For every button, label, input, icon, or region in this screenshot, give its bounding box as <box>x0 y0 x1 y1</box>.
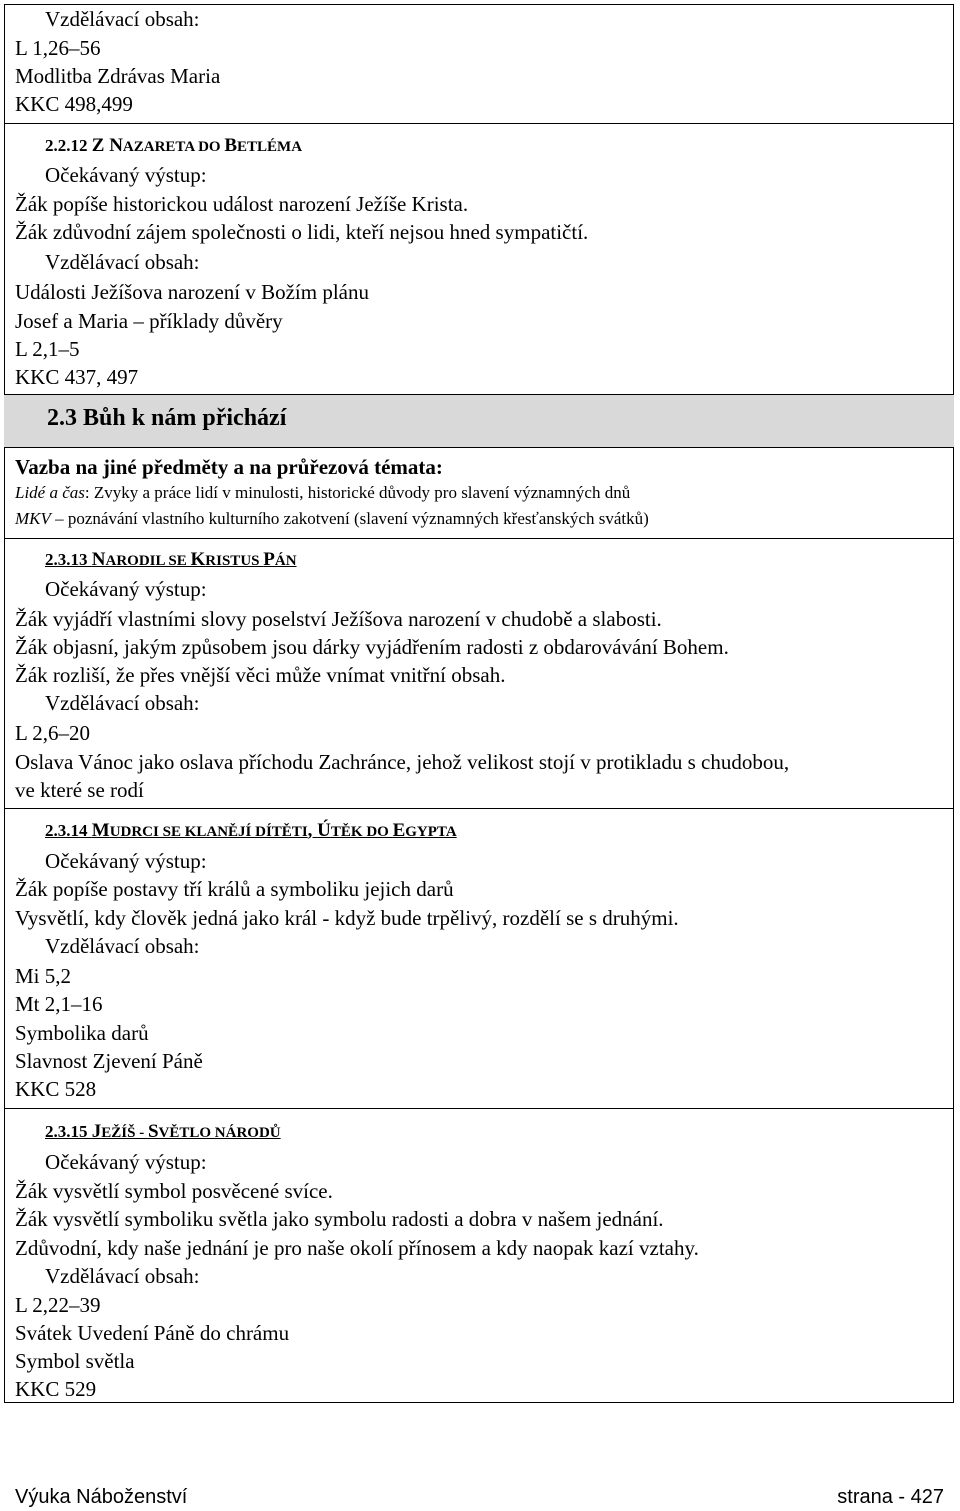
ocekavany-item: Žák vysvětlí symbol posvěcené svíce. <box>15 1179 333 1203</box>
ocekavany-item: Žák popíše historickou událost narození Ježíše Krista. <box>15 192 469 216</box>
vazba-item: MKV – poznávání vlastního kulturního zakotvení (slavení významných křesťanských svátků) <box>15 509 649 528</box>
ocekavany-label: Očekávaný výstup: <box>45 577 207 601</box>
section-number: 2.3.15 <box>45 1122 88 1141</box>
obsah-item: Modlitba Zdrávas Maria <box>15 64 221 88</box>
section-heading-2-3-15: 2.3.15 JEŽÍŠ - SVĚTLO NÁRODŮ <box>45 1121 281 1142</box>
ocekavany-item: Žák zdůvodní zájem společnosti o lidi, kteří nejsou hned sympatičtí. <box>15 220 589 244</box>
ocekavany-item: Žák vyjádří vlastními slovy poselství Ježíšova narození v chudobě a slabosti. <box>15 607 662 631</box>
obsah-item: KKC 529 <box>15 1377 97 1401</box>
divider <box>4 538 954 539</box>
obsah-item: Mi 5,2 <box>15 964 72 988</box>
obsah-label: Vzdělávací obsah: <box>45 7 200 31</box>
obsah-item: Události Ježíšova narození v Božím plánu <box>15 280 369 304</box>
obsah-label: Vzdělávací obsah: <box>45 934 200 958</box>
ocekavany-item: Zdůvodní, kdy naše jednání je pro naše okolí přínosem a kdy naopak kazí vztahy. <box>15 1236 699 1260</box>
ocekavany-item: Žák vysvětlí symboliku světla jako symbolu radosti a dobra v našem jednání. <box>15 1207 664 1231</box>
divider <box>4 123 954 124</box>
obsah-item: L 2,1–5 <box>15 337 80 361</box>
obsah-item: Slavnost Zjevení Páně <box>15 1049 203 1073</box>
obsah-item: KKC 498,499 <box>15 92 133 116</box>
ocekavany-label: Očekávaný výstup: <box>45 849 207 873</box>
section-number: 2.3.14 <box>45 821 88 840</box>
obsah-item: ve které se rodí <box>15 778 144 802</box>
ocekavany-item: Žák rozliší, že přes vnější věci může vnímat vnitřní obsah. <box>15 663 506 687</box>
obsah-item: Mt 2,1–16 <box>15 992 103 1016</box>
obsah-item: Svátek Uvedení Páně do chrámu <box>15 1321 290 1345</box>
obsah-item: Josef a Maria – příklady důvěry <box>15 309 283 333</box>
section-heading-2-2-12: 2.2.12 Z NAZARETA DO BETLÉMA <box>45 135 303 156</box>
section-heading-2-3-14: 2.3.14 MUDRCI SE KLANĚJÍ DÍTĚTI, ÚTĚK DO EGYPTA <box>45 820 457 841</box>
obsah-item: L 2,22–39 <box>15 1293 101 1317</box>
vazba-label: Vazba na jiné předměty a na průřezová témata: <box>15 455 443 479</box>
section-number: 2.2.12 <box>45 136 88 155</box>
obsah-item: Symbol světla <box>15 1349 135 1373</box>
ocekavany-label: Očekávaný výstup: <box>45 163 207 187</box>
chapter-band <box>4 394 954 448</box>
obsah-item: KKC 437, 497 <box>15 365 139 389</box>
obsah-item: Oslava Vánoc jako oslava příchodu Zachránce, jehož velikost stojí v protikladu s chudobou, <box>15 750 790 774</box>
footer-title: Výuka Náboženství <box>15 1486 188 1508</box>
page-number: strana - 427 <box>837 1486 944 1508</box>
vazba-item: Lidé a čas: Zvyky a práce lidí v minulosti, historické důvody pro slavení významných dnů <box>15 483 631 502</box>
ocekavany-item: Vysvětlí, kdy člověk jedná jako král - když bude trpělivý, rozdělí se s druhými. <box>15 906 679 930</box>
section-heading-2-3-13: 2.3.13 NARODIL SE KRISTUS PÁN <box>45 549 297 570</box>
obsah-label: Vzdělávací obsah: <box>45 1264 200 1288</box>
section-number: 2.3.13 <box>45 550 88 569</box>
obsah-label: Vzdělávací obsah: <box>45 250 200 274</box>
obsah-item: KKC 528 <box>15 1077 97 1101</box>
obsah-label: Vzdělávací obsah: <box>45 691 200 715</box>
ocekavany-item: Žák objasní, jakým způsobem jsou dárky vyjádřením radosti z obdarovávání Bohem. <box>15 635 729 659</box>
obsah-item: Symbolika darů <box>15 1021 149 1045</box>
divider <box>4 1108 954 1109</box>
ocekavany-item: Žák popíše postavy tří králů a symboliku jejich darů <box>15 877 454 901</box>
chapter-title: 2.3 Bůh k nám přichází <box>47 405 287 431</box>
ocekavany-label: Očekávaný výstup: <box>45 1150 207 1174</box>
obsah-item: L 2,6–20 <box>15 721 91 745</box>
obsah-item: L 1,26–56 <box>15 36 101 60</box>
divider <box>4 808 954 809</box>
